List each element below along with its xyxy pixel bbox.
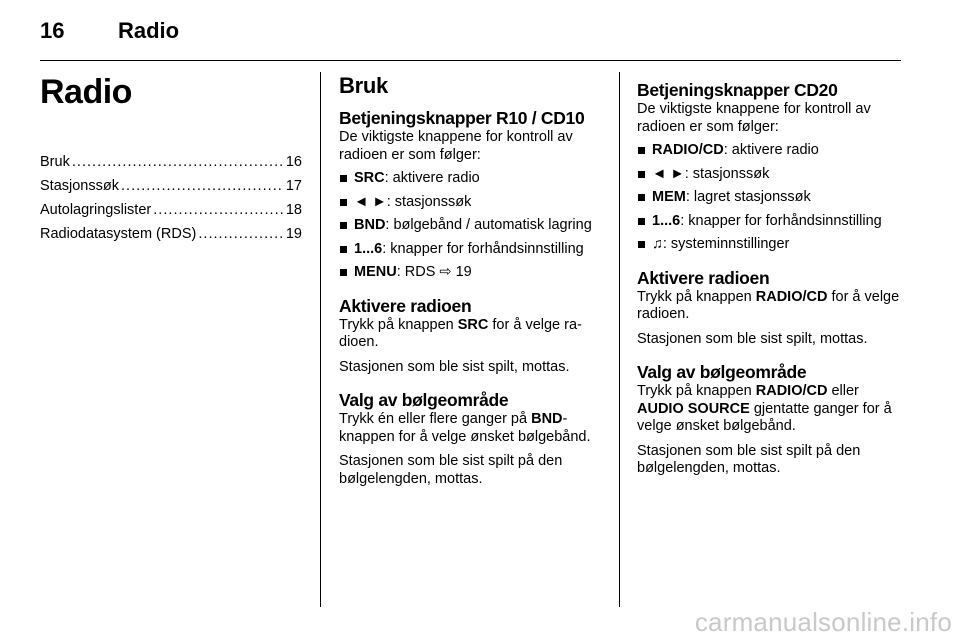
column-toc [40,72,302,246]
page-reference[interactable]: 19 [451,264,472,280]
column-r10-cd10 [339,72,605,488]
control-desc: : stasjonssøk [386,193,472,210]
list-item [637,236,903,254]
bullet-icon [340,246,347,253]
column-cd20 [637,72,903,478]
list-item [637,142,903,160]
control-desc: : stasjonssøk [684,165,770,182]
list-item [339,241,605,259]
section-title: Bruk [339,73,388,98]
band-note: Stasjonen som ble sist spilt på den bølgelengden, mottas. [637,442,861,476]
bullet-icon [340,222,347,229]
music-note-icon: ♫ [652,236,663,252]
text-run: -knappen for å velge ønsket bølgebånd. [339,411,591,445]
text-run: Trykk på knappen [637,383,756,399]
control-desc: : bølgebånd / automatisk lagring [385,217,592,233]
control-key: BND [354,217,386,233]
header-title: Radio [118,18,180,43]
band-heading: Valg av bølgeområde [637,362,807,382]
toc-leader [72,150,284,174]
control-key: MENU [354,264,397,280]
controls-heading: Betjeningsknapper CD20 [637,80,838,100]
text-run: Trykk én eller flere ganger på [339,411,532,427]
text-run: Trykk på knappen [637,288,756,305]
column-divider [619,72,620,607]
bullet-icon [340,175,347,182]
page-number: 16 [40,18,65,43]
control-desc: : RDS [396,264,440,280]
activate-heading: Aktivere radioen [637,267,770,288]
control-desc: : lagret stasjonssøk [685,189,811,205]
controls-heading: Betjeningsknapper R10 / CD10 [339,108,585,128]
chapter-title: Radio [40,73,132,111]
bullet-icon [638,218,645,225]
activate-note: Stasjonen som ble sist spilt, mottas. [637,330,868,347]
activate-text [637,289,903,324]
control-key: 1...6 [652,212,681,229]
toc-item-label: Bruk [40,154,70,170]
control-key: MEM [652,189,686,205]
control-key: RADIO/CD [755,383,828,399]
toc-leader [198,222,284,246]
bullet-icon [638,241,645,248]
page-reference-icon: ⇨ [439,264,452,280]
list-item [637,213,903,231]
control-desc: : aktivere radio [723,142,819,158]
text-run: for å velge radioen. [637,288,900,322]
band-heading: Valg av bølgeområde [339,390,509,410]
text-run: eller [827,383,859,399]
control-key: RADIO/CD [755,288,828,305]
table-of-contents [40,150,302,246]
list-item [637,189,903,207]
toc-item[interactable] [40,150,302,174]
band-text [637,383,903,436]
seek-arrows-icon: ◄ ► [652,165,685,182]
control-key: SRC [354,170,385,186]
seek-arrows-icon: ◄ ► [354,193,387,210]
column-divider [320,72,321,607]
band-note: Stasjonen som ble sist spilt på den bølgelengden, mottas. [339,453,563,487]
toc-item-page: 16 [285,154,302,170]
band-text [339,411,605,446]
list-item [339,194,605,212]
toc-item-label: Radiodatasystem (RDS) [40,226,197,242]
watermark: carmanualsonline.info [694,607,952,637]
control-desc: : aktivere radio [384,170,480,186]
control-key: 1...6 [354,240,383,257]
bullet-icon [638,171,645,178]
list-item [339,170,605,188]
toc-item-label: Autolagringslister [40,202,152,218]
toc-item[interactable] [40,222,302,246]
toc-leader [153,198,284,222]
toc-item-page: 19 [285,226,302,242]
control-key: AUDIO SOURCE [637,400,750,417]
toc-item[interactable] [40,174,302,198]
activate-note: Stasjonen som ble sist spilt, mottas. [339,358,570,375]
control-desc: : knapper for forhåndsinnstilling [382,240,584,257]
text-run: gjentatte ganger for å velge ønsket bølgebånd. [637,400,892,434]
control-key: SRC [457,316,489,333]
bullet-icon [638,147,645,154]
controls-intro: De viktigste knappene for kontroll av radioen er som følger: [637,101,871,135]
text-run: Trykk på knappen [339,316,458,333]
toc-item-page: 18 [285,202,302,218]
control-desc: : knapper for forhåndsinnstilling [680,212,882,229]
activate-text [339,317,605,352]
text-run: for å velge radioen. [339,316,582,350]
bullet-icon [340,269,347,276]
list-item [339,264,605,282]
list-item [637,166,903,184]
bullet-icon [638,194,645,201]
toc-leader [121,174,284,198]
control-key: BND [531,411,563,427]
bullet-icon [340,199,347,206]
controls-intro: De viktigste knappene for kontroll av radioen er som følger: [339,129,573,163]
list-item [339,217,605,235]
header-rule [40,60,901,61]
control-key: RADIO/CD [652,142,724,158]
toc-item[interactable] [40,198,302,222]
activate-heading: Aktivere radioen [339,295,472,316]
control-desc: : systeminnstillinger [662,236,790,252]
toc-item-page: 17 [285,178,302,194]
toc-item-label: Stasjonssøk [40,178,119,194]
page-header [40,18,901,48]
